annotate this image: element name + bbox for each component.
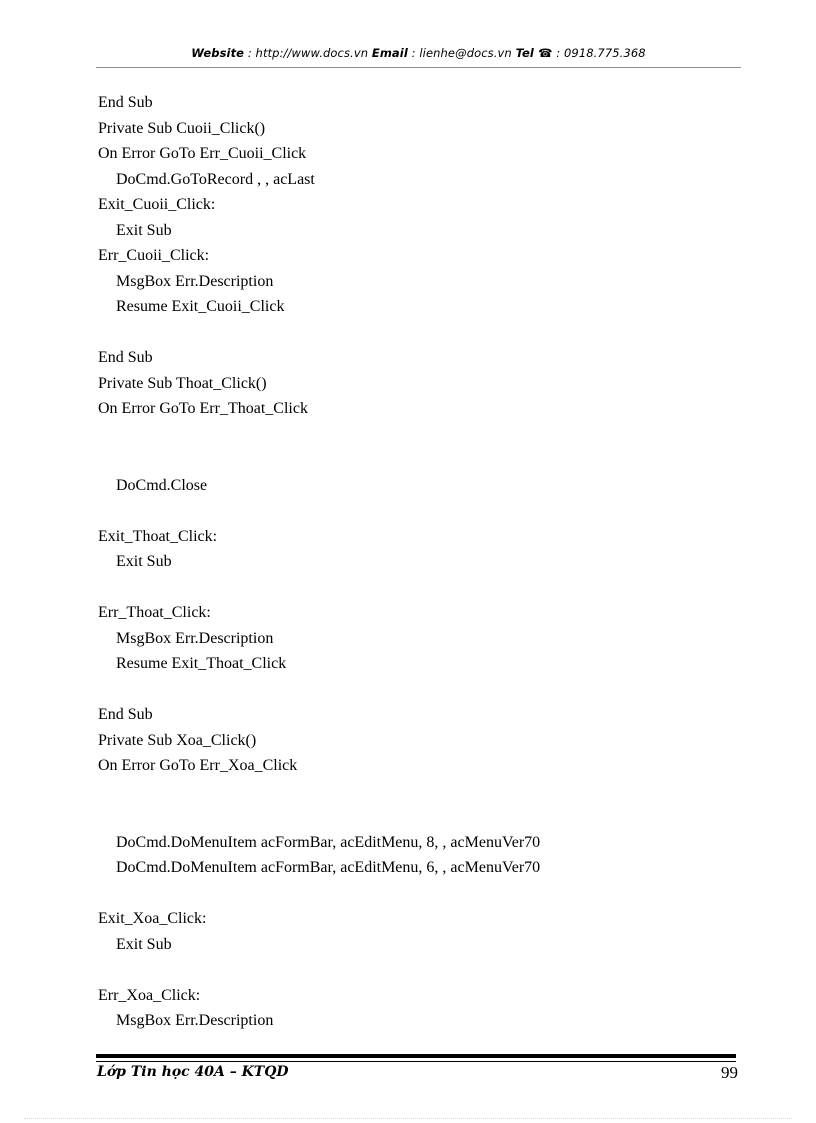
code-line: Private Sub Xoa_Click()	[98, 731, 257, 749]
blank-line	[98, 881, 738, 907]
blank-line	[98, 957, 738, 983]
code-line: Resume Exit_Cuoii_Click	[116, 298, 285, 315]
email-label: Email	[371, 46, 408, 60]
page-bottom-border	[24, 1118, 792, 1119]
code-line: DoCmd.DoMenuItem acFormBar, acEditMenu, 8, , acMenuVer70	[116, 833, 541, 851]
code-line: Err_Xoa_Click:	[98, 986, 201, 1004]
page-header	[96, 46, 741, 68]
code-line: MsgBox Err.Description	[116, 1012, 274, 1029]
code-line: MsgBox Err.Description	[116, 272, 274, 290]
blank-line	[98, 779, 738, 805]
email-value: : lienhe@docs.vn	[411, 46, 512, 60]
code-line: Err_Cuoii_Click:	[98, 247, 210, 264]
code-line: Err_Thoat_Click:	[98, 604, 211, 621]
code-line: DoCmd.DoMenuItem acFormBar, acEditMenu, 6, , acMenuVer70	[116, 859, 541, 876]
blank-line	[98, 575, 738, 601]
code-line: End Sub	[98, 706, 153, 723]
code-line: DoCmd.GoToRecord , , acLast	[116, 170, 315, 188]
vba-code-block	[98, 90, 738, 1034]
blank-line	[98, 422, 738, 448]
blank-line	[98, 677, 738, 703]
code-line: On Error GoTo Err_Cuoii_Click	[98, 145, 307, 162]
code-line: Private Sub Cuoii_Click()	[98, 119, 266, 137]
footer-class-label: Lớp Tin học 40A – KTQD	[97, 1064, 289, 1080]
blank-line	[98, 498, 738, 524]
code-line: Exit Sub	[116, 935, 172, 953]
page-number: 99	[721, 1063, 738, 1082]
code-line: On Error GoTo Err_Thoat_Click	[98, 400, 308, 417]
footer-divider-thin	[96, 1061, 736, 1062]
footer-divider-thick	[96, 1054, 736, 1058]
code-line: Exit Sub	[116, 221, 172, 239]
code-line: Exit_Thoat_Click:	[98, 527, 218, 545]
code-line: Private Sub Thoat_Click()	[98, 374, 267, 392]
tel-value: : 0918.775.368	[556, 46, 646, 60]
code-line: Resume Exit_Thoat_Click	[116, 655, 287, 672]
code-line: DoCmd.Close	[116, 476, 208, 494]
code-line: Exit_Cuoii_Click:	[98, 196, 216, 213]
blank-line	[98, 804, 738, 830]
blank-line	[98, 447, 738, 473]
code-line: End Sub	[98, 94, 153, 111]
code-line: Exit Sub	[116, 553, 172, 570]
website-value: : http://www.docs.vn	[247, 46, 369, 60]
code-line: End Sub	[98, 349, 153, 366]
blank-line	[98, 320, 738, 346]
website-label: Website	[191, 46, 245, 60]
tel-label: Tel ☎	[515, 46, 553, 60]
code-line: On Error GoTo Err_Xoa_Click	[98, 757, 298, 774]
header-divider	[96, 67, 741, 68]
code-line: Exit_Xoa_Click:	[98, 910, 207, 927]
code-line: MsgBox Err.Description	[116, 629, 274, 647]
